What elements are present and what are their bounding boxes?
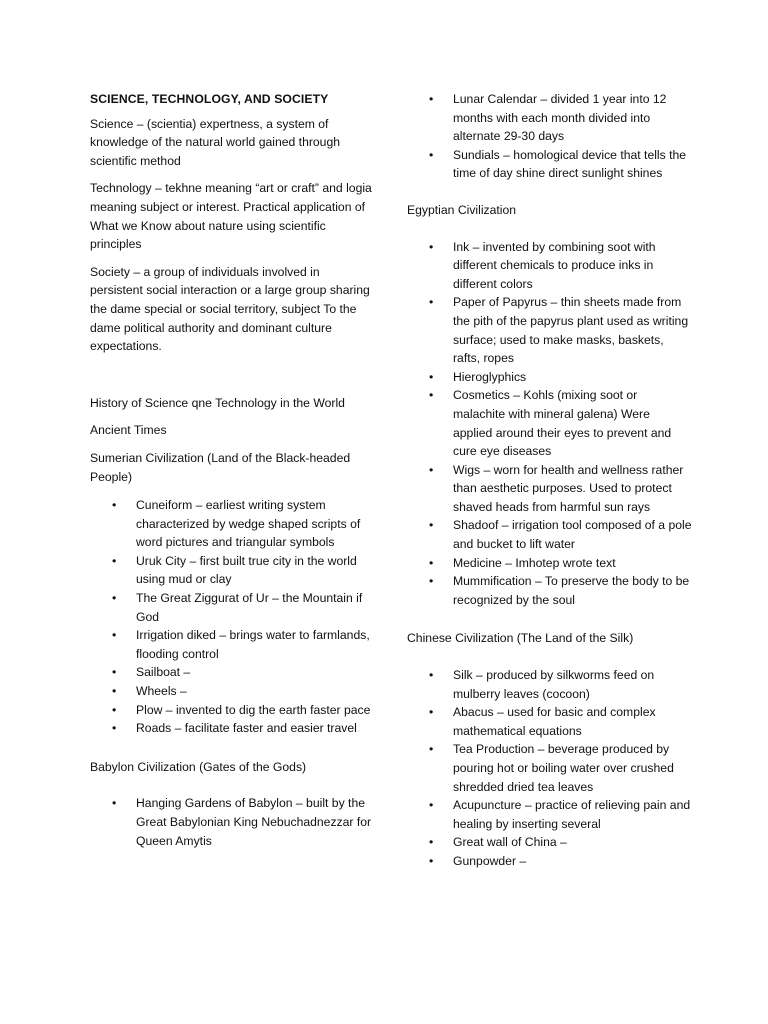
list-item-text: The Great Ziggurat of Ur – the Mountain if God bbox=[136, 591, 363, 624]
history-heading: History of Science qne Technology in the World bbox=[90, 395, 345, 410]
chinese-heading: Chinese Civilization (The Land of the Silk) bbox=[407, 631, 634, 646]
list-item bbox=[90, 496, 375, 552]
egyptian-list bbox=[407, 238, 692, 610]
list-item bbox=[407, 703, 692, 740]
bullet-icon: • bbox=[112, 796, 117, 811]
list-item bbox=[407, 796, 692, 833]
left-column bbox=[90, 90, 375, 870]
document-title: SCIENCE, TECHNOLOGY, AND SOCIETY bbox=[90, 92, 329, 106]
list-item-text: Mummification – To preserve the body to be recognized by the soul bbox=[453, 574, 690, 607]
babylon-list bbox=[90, 794, 375, 850]
list-item bbox=[407, 516, 692, 553]
bullet-icon: • bbox=[429, 574, 434, 589]
ancient-heading: Ancient Times bbox=[90, 423, 167, 438]
list-item bbox=[407, 368, 692, 387]
bullet-icon: • bbox=[429, 705, 434, 720]
list-item bbox=[90, 589, 375, 626]
list-item-text: Ink – invented by combining soot with different chemicals to produce inks in different colors bbox=[453, 239, 656, 291]
bullet-icon: • bbox=[429, 147, 434, 162]
list-item-text: Silk – produced by silkworms feed on mulberry leaves (cocoon) bbox=[453, 668, 655, 701]
bullet-icon: • bbox=[112, 553, 117, 568]
babylon-continued-list bbox=[407, 90, 692, 183]
list-item-text: Paper of Papyrus – thin sheets made from the pith of the papyrus plant used as writing surface; used to make masks, baskets, rafts, ropes bbox=[453, 295, 689, 366]
bullet-icon: • bbox=[429, 555, 434, 570]
list-item bbox=[407, 90, 692, 146]
bullet-icon: • bbox=[429, 853, 434, 868]
list-item bbox=[407, 461, 692, 517]
bullet-icon: • bbox=[429, 369, 434, 384]
list-item bbox=[407, 554, 692, 573]
list-item-text: Medicine – Imhotep wrote text bbox=[453, 555, 616, 570]
list-item-text: Plow – invented to dig the earth faster pace bbox=[136, 702, 371, 717]
bullet-icon: • bbox=[112, 498, 117, 513]
chinese-list bbox=[407, 666, 692, 871]
spacer bbox=[90, 365, 375, 394]
list-item-text: Hanging Gardens of Babylon – built by the Great Babylonian King Nebuchadnezzar for Queen Amytis bbox=[136, 796, 372, 848]
bullet-icon: • bbox=[112, 628, 117, 643]
bullet-icon: • bbox=[429, 388, 434, 403]
sumerian-heading: Sumerian Civilization (Land of the Black-headed People) bbox=[90, 450, 351, 484]
egyptian-heading: Egyptian Civilization bbox=[407, 202, 517, 217]
list-item bbox=[407, 146, 692, 183]
definition-society: Society – a group of individuals involved in persistent social interaction or a large group sharing the dame special or social territory, subject To the dame political authority and dominant culture expectations. bbox=[90, 264, 370, 354]
list-item bbox=[90, 701, 375, 720]
bullet-icon: • bbox=[429, 742, 434, 757]
definition-science: Science – (scientia) expertness, a system of knowledge of the natural world gained through scientific method bbox=[90, 116, 341, 168]
list-item-text: Cosmetics – Kohls (mixing soot or malachite with mineral galena) Were applied around their eyes to prevent and cure eye diseases bbox=[453, 388, 672, 459]
bullet-icon: • bbox=[112, 684, 117, 699]
list-item bbox=[407, 293, 692, 367]
sumerian-list bbox=[90, 496, 375, 738]
list-item-text: Gunpowder – bbox=[453, 853, 527, 868]
list-item-text: Abacus – used for basic and complex mathematical equations bbox=[453, 705, 656, 738]
list-item bbox=[407, 572, 692, 609]
list-item-text: Roads – facilitate faster and easier travel bbox=[136, 721, 357, 736]
bullet-icon: • bbox=[429, 518, 434, 533]
list-item-text: Lunar Calendar – divided 1 year into 12 months with each month divided into alternate 29-30 days bbox=[453, 92, 667, 144]
list-item-text: Sundials – homological device that tells the time of day shine direct sunlight shines bbox=[453, 147, 687, 181]
list-item bbox=[407, 833, 692, 852]
list-item bbox=[90, 626, 375, 663]
list-item-text: Uruk City – first built true city in the world using mud or clay bbox=[136, 553, 357, 587]
bullet-icon: • bbox=[429, 668, 434, 683]
bullet-icon: • bbox=[112, 702, 117, 717]
bullet-icon: • bbox=[429, 798, 434, 813]
definition-technology: Technology – tekhne meaning “art or craft” and logia meaning subject or interest. Practical application of What we Know about nature using scientific principles bbox=[90, 181, 372, 252]
bullet-icon: • bbox=[112, 665, 117, 680]
bullet-icon: • bbox=[112, 591, 117, 606]
list-item bbox=[90, 552, 375, 589]
bullet-icon: • bbox=[429, 462, 434, 477]
list-item-text: Great wall of China – bbox=[453, 835, 567, 850]
list-item bbox=[407, 740, 692, 796]
bullet-icon: • bbox=[112, 721, 117, 736]
list-item bbox=[407, 666, 692, 703]
list-item-text: Irrigation diked – brings water to farmlands, flooding control bbox=[136, 628, 370, 661]
bullet-icon: • bbox=[429, 835, 434, 850]
bullet-icon: • bbox=[429, 239, 434, 254]
right-column bbox=[407, 90, 692, 891]
list-item bbox=[90, 794, 375, 850]
list-item-text: Tea Production – beverage produced by pouring hot or boiling water over crushed shredded dried tea leaves bbox=[453, 742, 674, 794]
list-item bbox=[90, 663, 375, 682]
bullet-icon: • bbox=[429, 92, 434, 106]
list-item-text: Acupuncture – practice of relieving pain and healing by inserting several bbox=[453, 798, 691, 831]
list-item-text: Sailboat – bbox=[136, 665, 191, 680]
list-item bbox=[90, 682, 375, 701]
list-item bbox=[90, 719, 375, 738]
babylon-heading: Babylon Civilization (Gates of the Gods) bbox=[90, 759, 307, 774]
list-item bbox=[407, 238, 692, 294]
list-item-text: Shadoof – irrigation tool composed of a pole and bucket to lift water bbox=[453, 518, 692, 552]
list-item-text: Hieroglyphics bbox=[453, 369, 527, 384]
list-item-text: Wheels – bbox=[136, 684, 187, 699]
list-item-text: Cuneiform – earliest writing system characterized by wedge shaped scripts of word pictures and triangular symbols bbox=[136, 498, 361, 550]
bullet-icon: • bbox=[429, 295, 434, 310]
list-item bbox=[407, 852, 692, 871]
list-item bbox=[407, 386, 692, 460]
list-item-text: Wigs – worn for health and wellness rather than aesthetic purposes. Used to protect shaved heads from harmful sun rays bbox=[453, 462, 684, 514]
